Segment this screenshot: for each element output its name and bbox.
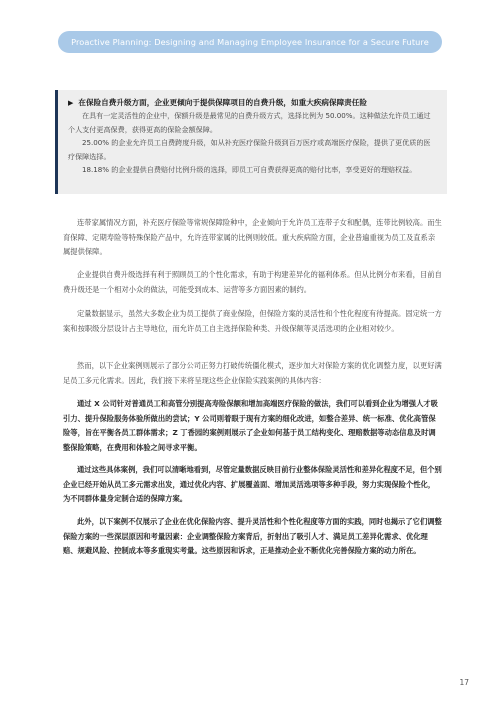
callout-paragraph: 在具有一定灵活性的企业中，保额升级是最常见的自费升级方式，选择比例为 50.00%。这种做法允许员工通过个人支付更高保费，获得更高的保险金额保障。 (68, 111, 431, 134)
case-summary-paragraph: 通过这些具体案例，我们可以清晰地看到，尽管定量数据反映目前行业整体保险灵活性和差异化程度不足，但个别企业已经开始从员工多元需求出发，通过优化内容、扩展覆盖面、增加灵活选项等多种手段，努力实现保险个性化，为不同群体量身定制合适的保障方案。 (63, 465, 442, 503)
body-paragraph: 然而，以下企业案例则展示了部分公司正努力打破传统僵化模式，逐步加大对保险方案的优化调整力度，以更好满足员工多元化需求。因此，我们接下来将呈现这些企业保险实践案例的具体内容： (63, 361, 442, 385)
callout-box (55, 90, 447, 194)
case-summary-paragraph: 此外，以下案例不仅展示了企业在优化保险内容、提升灵活性和个性化程度等方面的实践，同时也揭示了它们调整保险方案的一些深层原因和考量因素：企业调整保险方案背后，折射出了吸引人才、满足员工差异化需求、优化理赔、规避风险、控制成本等多重现实考量。这些原因和诉求，正是推动企业不断优化完善保险方案的动力所在。 (63, 517, 442, 555)
callout-heading (68, 97, 435, 109)
callout-paragraph: 25.00% 的企业允许员工自费跨度升级，如从补充医疗保险升级到百万医疗或高端医疗保险，提供了更优质的医疗保障选择。 (68, 138, 431, 161)
header-banner (58, 31, 442, 53)
page-number: 17 (459, 678, 469, 687)
body-paragraph: 连带家属情况方面，补充医疗保险等常规保障险种中，企业倾向于允许员工连带子女和配偶，连带比例较高。而生育保障、定期寿险等特殊保险产品中，允许连带家属的比例则较低。重大疾病险方面，企业普遍重视为员工及直系亲属提供保障。 (63, 218, 442, 256)
body-paragraph: 定量数据显示，虽然大多数企业为员工提供了商业保险，但保险方案的灵活性和个性化程度有待提高。固定统一方案和按职级分层设计占主导地位，而允许员工自主选择保险种类、升级保额等灵活选项的企业相对较少。 (63, 309, 442, 333)
callout-title: 在保险自费升级方面，企业更倾向于提供保障项目的自费升级，如重大疾病保障责任险 (78, 98, 367, 107)
triangle-marker-icon: ▶ (68, 99, 74, 107)
body-paragraph: 企业提供自费升级选择有利于照顾员工的个性化需求，有助于构建差异化的福利体系。但从比例分布来看，目前自费升级还是一个相对小众的做法，可能受到成本、运营等多方面因素的制约。 (63, 270, 442, 294)
header-title: Proactive Planning: Designing and Managing Employee Insurance for a Secure Future (71, 37, 429, 47)
case-summary-paragraph: 通过 X 公司针对普通员工和高管分别提高寿险保额和增加高端医疗保险的做法，我们可以看到企业为增强人才吸引力、提升保险服务体验所做出的尝试；Y 公司则着眼于现有方案的细化改进，如整合差异、统一标准、优化高管保险等，旨在平衡各员工群体需求；Z 丁香园的案例则展示了企业如何基于员工结构变化、理赔数据等动态信息及时调整保险策略，在费用和体验之间寻求平衡。 (63, 399, 438, 452)
callout-paragraph: 18.18% 的企业提供自费赔付比例升级的选择，即员工可自费获得更高的赔付比率，享受更好的理赔权益。 (82, 165, 417, 174)
